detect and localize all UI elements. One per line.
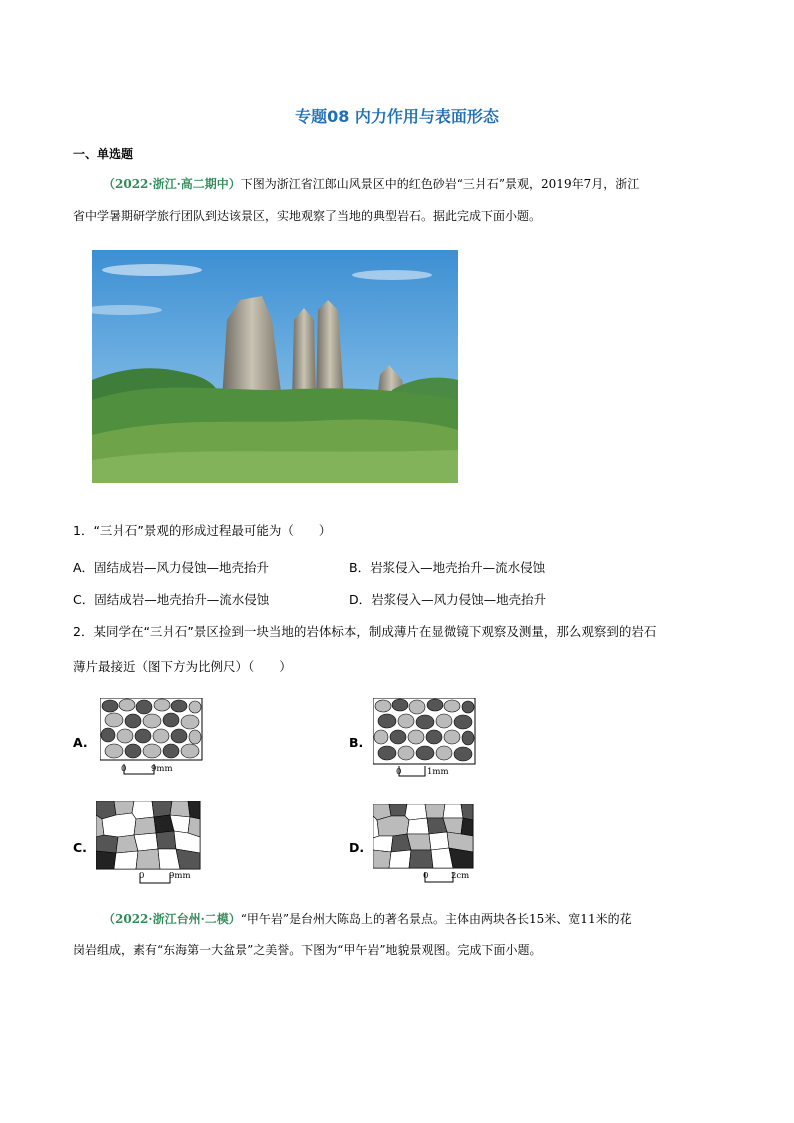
intro-paragraph-2: [73, 906, 723, 932]
question-1-stem: 1．“三爿石”景观的形成过程最可能为（ ）: [73, 523, 332, 538]
intro-paragraph-2-cont: [73, 937, 723, 963]
intro-text-line: 岗岩组成，素有“东海第一大盆景”之美誉。下图为“甲午岩”地貌景观图。完成下面小题。: [73, 943, 542, 957]
q2-option-c-scale-end: 9mm: [169, 871, 191, 881]
q2-option-a-scale-end: 9mm: [151, 764, 173, 774]
q2-option-a-scale-start: 0: [121, 764, 127, 774]
intro-text-line: “甲午岩”是台州大陈岛上的著名景点。主体由两块各长15米、宽11米的花: [240, 912, 632, 926]
landscape-photo: [92, 250, 458, 483]
q2-option-c-scale-start: 0: [139, 871, 145, 881]
intro-paragraph-1-cont: [73, 203, 723, 229]
q2-option-a-letter[interactable]: A.: [73, 735, 88, 750]
intro-text-line: 下图为浙江省江郎山风景区中的红色砂岩“三爿石”景观，2019年7月，浙江: [240, 177, 640, 191]
q2-option-d-letter[interactable]: D.: [349, 840, 365, 855]
intro-paragraph-1: [73, 171, 723, 197]
q2-option-d-scale-start: 0: [423, 871, 429, 881]
q2-option-b-scale-end: 1mm: [427, 767, 449, 777]
q2-option-c-letter[interactable]: C.: [73, 840, 87, 855]
question-2-stem-line2: 薄片最接近（图下方为比例尺）（ ）: [73, 659, 292, 674]
page-title: 专题08 内力作用与表面形态: [295, 107, 499, 126]
q1-option-d[interactable]: D．岩浆侵入—风力侵蚀—地壳抬升: [349, 592, 547, 607]
source-tag: （2022·浙江台州·二模）: [103, 912, 241, 926]
intro-text-line: 省中学暑期研学旅行团队到达该景区，实地观察了当地的典型岩石。据此完成下面小题。: [73, 209, 542, 223]
question-2-stem-line1: 2．某同学在“三爿石”景区捡到一块当地的岩体标本，制成薄片在显微镜下观察及测量，那么观察到的岩石: [73, 624, 657, 639]
q1-option-a[interactable]: A．固结成岩—风力侵蚀—地壳抬升: [73, 560, 270, 575]
q2-option-b-diagram[interactable]: [373, 698, 477, 780]
q2-option-d-scale-end: 2cm: [451, 871, 470, 881]
q1-option-b[interactable]: B．岩浆侵入—地壳抬升—流水侵蚀: [349, 560, 546, 575]
q2-option-b-letter[interactable]: B.: [349, 735, 364, 750]
source-tag: （2022·浙江·高二期中）: [103, 177, 241, 191]
section-heading: 一、单选题: [73, 147, 134, 161]
q1-option-c[interactable]: C．固结成岩—地壳抬升—流水侵蚀: [73, 592, 270, 607]
q2-option-b-scale-start: 0: [396, 767, 402, 777]
